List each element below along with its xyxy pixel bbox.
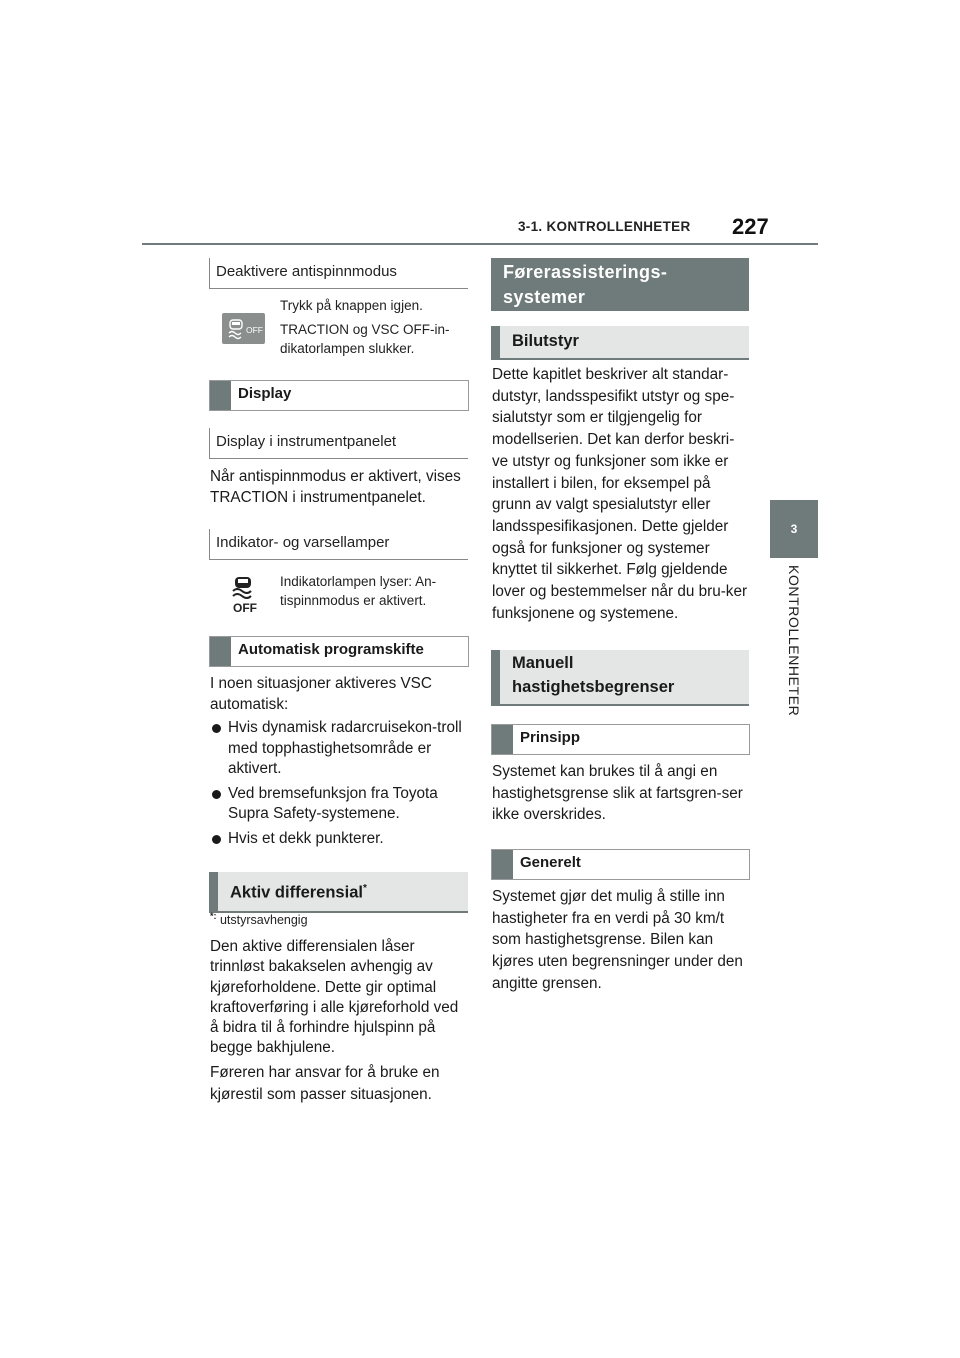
main-heading: Førerassisterings-systemer: [491, 258, 749, 311]
display-text: Når antispinnmodus er aktivert, vises TRACTION i instrumentpanelet.: [210, 468, 461, 506]
principle-text: Systemet kan brukes til å angi en hastighetsgrense slik at fartsgren-ser ikke overskrides.: [492, 763, 743, 824]
general-text: Systemet gjør det mulig å stille inn hastigheter fra en verdi på 30 km/t som hastighetsgrense. Bilen kan kjøres uten begrensninger under den angitte grensen.: [492, 888, 743, 992]
display-subheading: Display i instrumentpanelet: [209, 428, 468, 459]
heading-marker: [210, 637, 231, 666]
diff-heading: Aktiv differensial: [230, 883, 363, 902]
indicator-off-label: OFF: [233, 601, 257, 615]
list-item: Hvis et dekk punkterer.: [211, 829, 463, 850]
indicator-heading: Indikator- og varsellamper: [209, 529, 468, 560]
deactivate-step-2: TRACTION og VSC OFF-in-dikatorlampen slukker.: [280, 322, 450, 356]
auto-bullet-list: [211, 718, 463, 853]
chapter-side-label-text: KONTROLLENHETER: [786, 565, 802, 717]
limiter-heading: Manuell hastighetsbegrenser: [512, 654, 675, 696]
equip-heading: Bilutstyr: [512, 332, 579, 350]
equip-text: Dette kapitlet beskriver alt standar-dutstyr, landsspesifikt utstyr og spe-sialutstyr som er tilgjengelig for modellserien. Det kan derfor beskri-ve utstyr og funksjoner som ikke er installert i bilen, for eksempel på grunn av valgt spesialutstyr eller landsspesifikasjonen. Dette gjelder også for funksjoner og systemer knyttet til sikkerhet. Følg gjeldende lover og bestemmelser når du bru-ker funksjonene og systemene.: [492, 366, 748, 622]
chapter-side-label: [752, 565, 836, 745]
auto-heading-box: [209, 636, 469, 667]
heading-marker: [210, 381, 231, 410]
display-heading: Display: [238, 385, 292, 402]
heading-marker: [492, 725, 513, 754]
traction-off-button-icon: [222, 313, 265, 344]
traction-off-indicator-icon: [227, 575, 261, 615]
display-heading-box: [209, 380, 469, 411]
button-off-label: OFF: [245, 324, 263, 335]
general-heading-box: [491, 849, 750, 880]
principle-heading: Prinsipp: [520, 729, 581, 746]
general-heading: Generelt: [520, 854, 581, 871]
limiter-heading-box: [491, 650, 749, 706]
heading-marker: [491, 326, 500, 358]
diff-heading-wrap: [218, 872, 377, 911]
diff-heading-box: [209, 872, 468, 913]
header-rule: [142, 243, 818, 245]
footnote-mark: *: [362, 883, 367, 894]
heading-marker: [491, 650, 500, 704]
footnote: [210, 911, 308, 927]
diff-paragraph-1: Den aktive differensialen låser trinnløst bakakselen avhengig av kjøreforholdene. Dette gir optimal kraftoverføring i alle kjøreforhold ved å bidra til å forhindre hjulspinn på begge bakhjulene.: [210, 938, 459, 1057]
list-item: Ved bremsefunksjon fra Toyota Supra Safety-systemene.: [211, 784, 463, 825]
deactivate-heading: Deaktivere antispinnmodus: [209, 258, 468, 289]
deactivate-step-1: Trykk på knappen igjen.: [280, 298, 423, 313]
heading-marker: [209, 872, 218, 911]
equip-heading-box: [491, 326, 749, 360]
chapter-tab: 3: [770, 500, 818, 558]
heading-marker: [492, 850, 513, 879]
diff-paragraph-2: Føreren har ansvar for å bruke en kjørestil som passer situasjonen.: [210, 1064, 440, 1103]
indicator-text: Indikatorlampen lyser: An-tispinnmodus er aktivert.: [280, 574, 437, 608]
principle-heading-box: [491, 724, 750, 755]
page-number: 227: [732, 214, 769, 239]
list-item: Hvis dynamisk radarcruisekon-troll med topphastighetsområde er aktivert.: [211, 718, 463, 780]
auto-intro: I noen situasjoner aktiveres VSC automatisk:: [210, 675, 432, 713]
footnote-prefix: *:: [210, 911, 217, 921]
footnote-text: utstyrsavhengig: [219, 913, 308, 928]
auto-heading: Automatisk programskifte: [238, 641, 424, 658]
section-title: 3-1. KONTROLLENHETER: [518, 219, 691, 234]
